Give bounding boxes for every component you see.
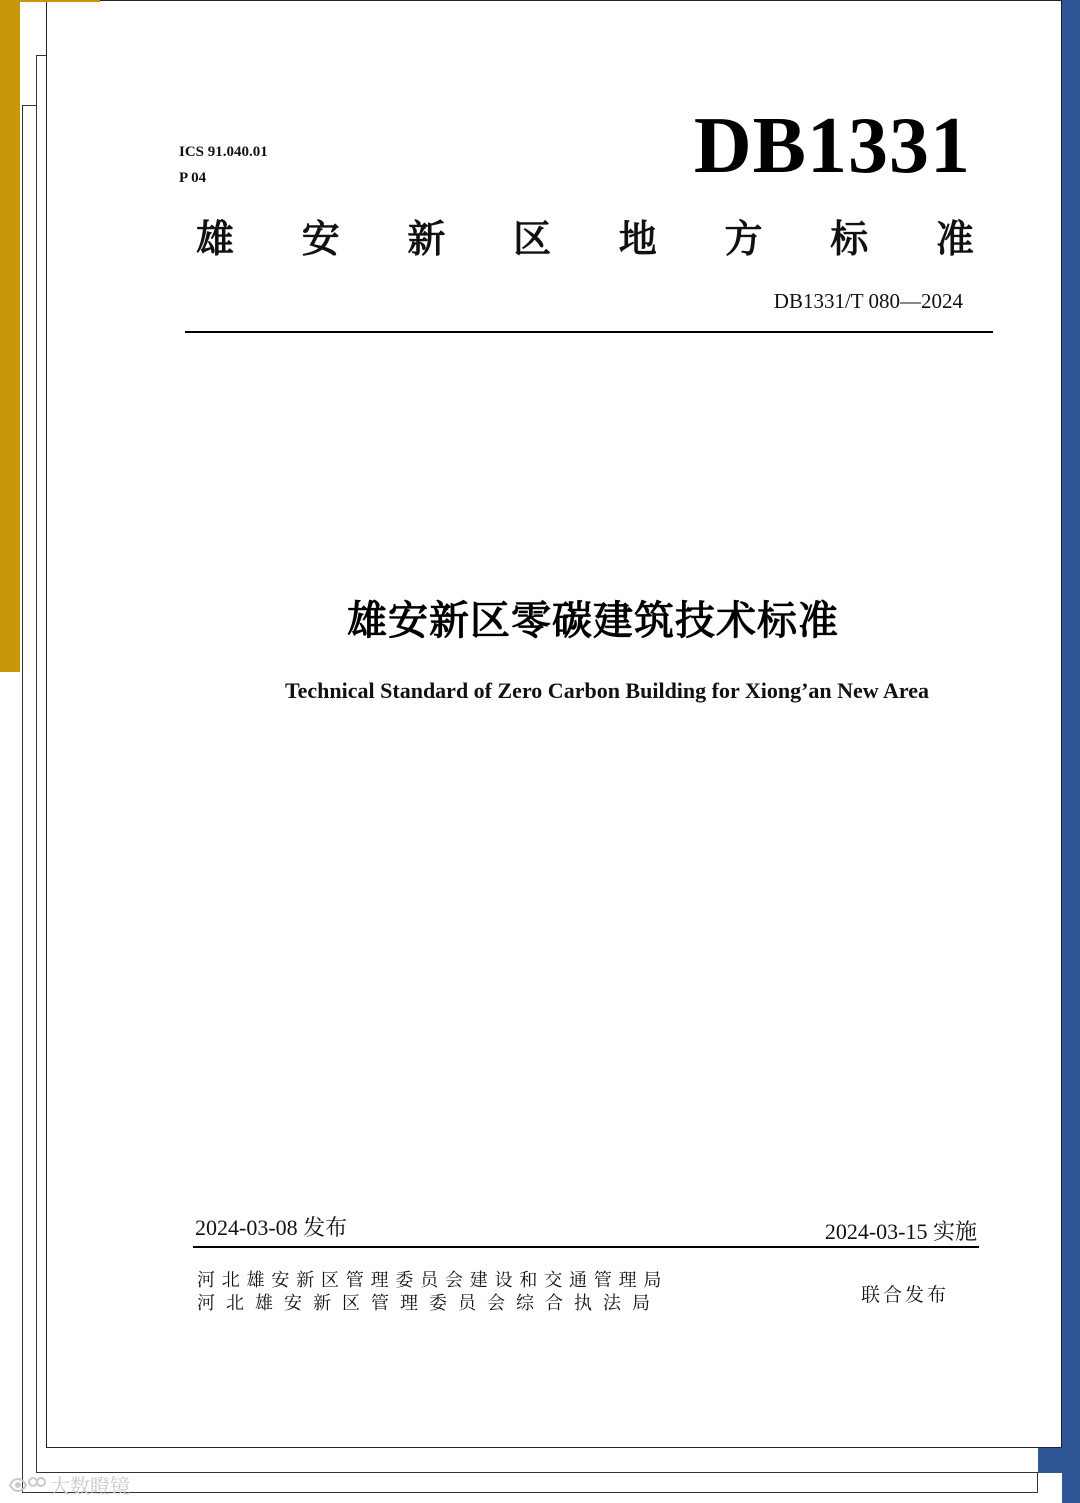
title-chinese: 雄安新区零碳建筑技术标准 (347, 598, 839, 644)
classification-codes (179, 139, 268, 191)
page-shadow (1038, 1445, 1062, 1473)
watermark (6, 1470, 130, 1499)
header-divider (185, 331, 993, 333)
gold-accent-band (0, 0, 20, 672)
standard-type-char: 新 (407, 217, 446, 261)
standard-type-char: 地 (618, 217, 657, 261)
issuing-authorities (197, 1269, 668, 1315)
standard-type (195, 208, 975, 263)
standard-type-char: 标 (830, 217, 869, 261)
watermark-text: 大数瞪镜 (50, 1474, 130, 1498)
implement-date: 2024-03-15 实施 (824, 1219, 977, 1244)
standard-type-char: 安 (301, 217, 340, 261)
standard-type-char: 雄 (195, 217, 234, 261)
publish-date: 2024-03-08 发布 (195, 1215, 348, 1240)
standard-number: DB1331/T 080—2024 (773, 289, 963, 313)
gold-top-edge (0, 0, 100, 2)
standard-code: DB1331 (693, 102, 971, 190)
standard-type-char: 区 (513, 217, 552, 261)
standard-type-char: 准 (935, 217, 974, 261)
standard-cover-page (46, 0, 1062, 1448)
category-code: P 04 (179, 170, 207, 186)
blue-accent-band (1062, 0, 1080, 1503)
joint-issue-label: 联合发布 (861, 1284, 950, 1306)
footer-divider (193, 1246, 979, 1248)
eye-logo-icon (6, 1473, 46, 1497)
standard-type-char: 方 (724, 217, 763, 261)
issuer-line: 河北雄安新区管理委员会综合执法局 (197, 1293, 661, 1314)
title-english: Technical Standard of Zero Carbon Building for Xiong’an New Area (285, 678, 929, 703)
issuer-line: 河北雄安新区管理委员会建设和交通管理局 (197, 1270, 669, 1291)
ics-code: ICS 91.040.01 (179, 144, 268, 160)
